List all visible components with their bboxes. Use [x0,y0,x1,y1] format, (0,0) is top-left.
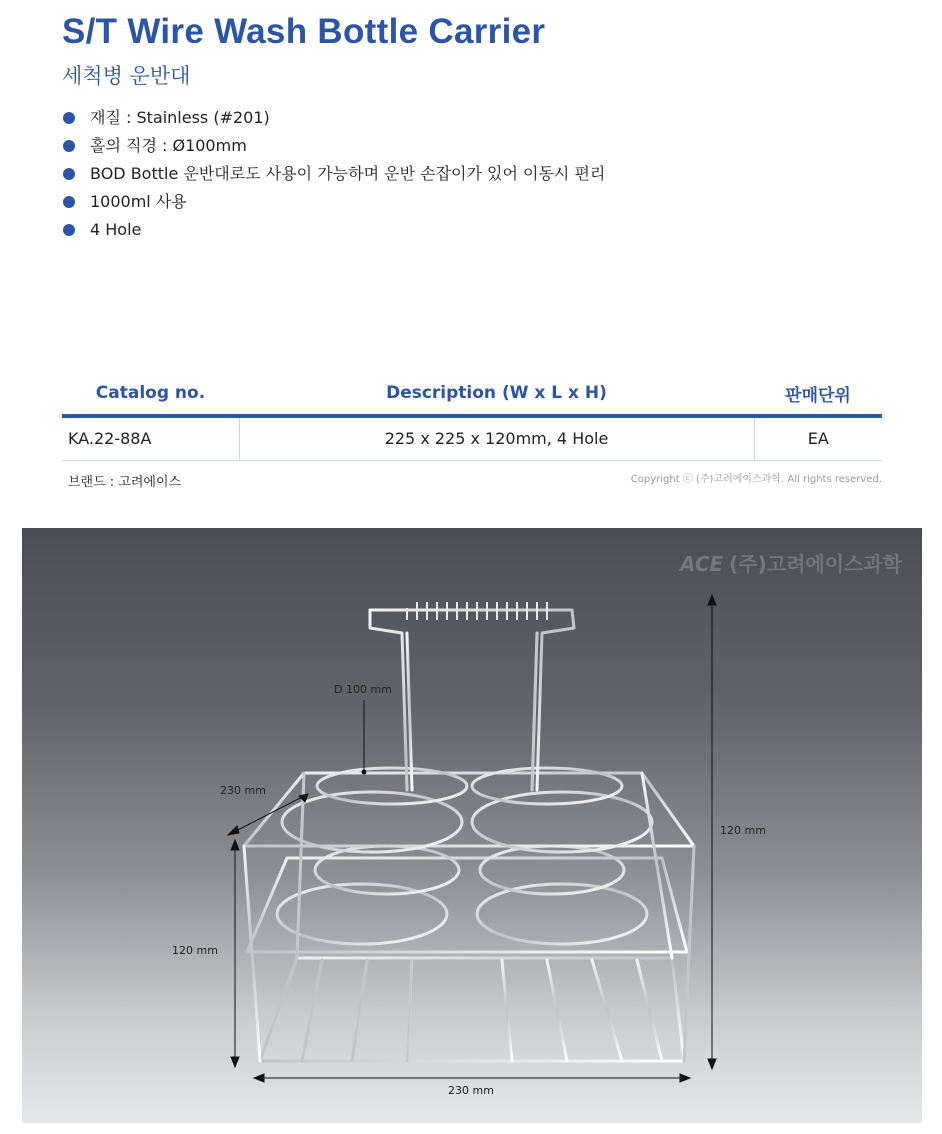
feature-item [62,106,605,134]
dimension-depth: 230 mm [220,784,266,797]
feature-item [62,162,605,190]
copyright-notice: Copyright ⓒ (주)고려에이스과학. All rights reserved. [630,474,882,485]
cell-catalog-no: KA.22-88A [62,416,239,460]
brand-label: 브랜드 : 고려에이스 [68,475,182,490]
feature-item [62,134,605,162]
table-row [62,416,882,460]
feature-text: 홀의 직경 : Ø100mm [90,136,247,155]
page-subtitle: 세척병 운반대 [62,64,191,88]
feature-list [62,106,605,246]
bullet-icon [63,168,75,180]
wire-carrier-illustration [22,528,922,1123]
feature-text: 4 Hole [90,220,142,239]
bullet-icon [63,196,75,208]
cell-description: 225 x 225 x 120mm, 4 Hole [239,416,754,460]
feature-text: BOD Bottle 운반대로도 사용이 가능하며 운반 손잡이가 있어 이동시 편리 [90,164,606,183]
bullet-icon [63,140,75,152]
feature-text: 1000ml 사용 [90,192,187,211]
bullet-icon [63,224,75,236]
cell-sales-unit: EA [754,416,882,460]
product-photo [22,528,922,1123]
feature-item [62,218,605,246]
bullet-icon [63,112,75,124]
feature-item [62,190,605,218]
feature-text: 재질 : Stainless (#201) [90,108,270,127]
header-catalog-no: Catalog no. [62,372,239,416]
header-description: Description (W x L x H) [239,372,754,416]
dimension-height-left: 120 mm [172,944,218,957]
dimension-width: 230 mm [448,1084,494,1097]
company-logo: ACE [679,552,724,576]
dimension-diameter: D 100 mm [334,683,392,696]
company-name: (주)고려에이스과학 [729,552,902,576]
table-header-row [62,372,882,416]
header-sales-unit: 판매단위 [754,372,882,416]
spec-table [62,372,882,461]
dimension-height-right: 120 mm [720,824,766,837]
page-title: S/T Wire Wash Bottle Carrier [62,12,546,51]
company-watermark [680,548,902,577]
